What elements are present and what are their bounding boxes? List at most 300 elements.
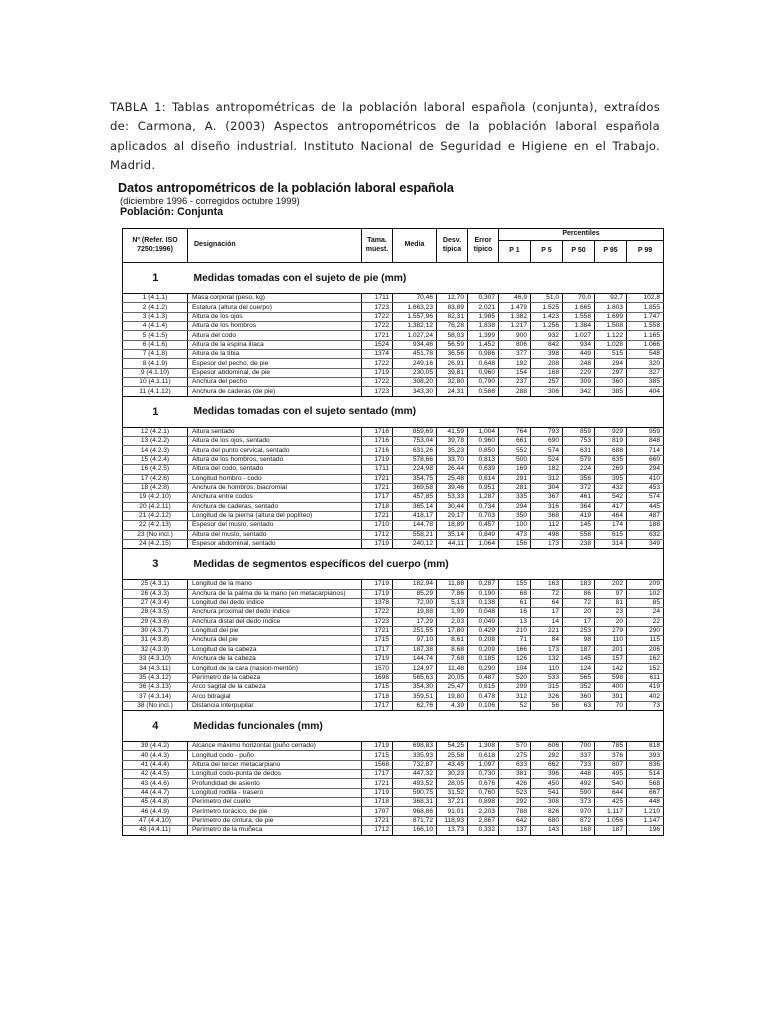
cell-error: 0,790 xyxy=(468,378,499,387)
cell-name: Longitud de la mano xyxy=(188,580,362,589)
cell-p5: 84 xyxy=(531,636,563,645)
cell-sample: 1570 xyxy=(362,664,393,673)
cell-p99: 848 xyxy=(627,437,664,446)
cell-sample: 1721 xyxy=(362,483,393,492)
cell-p1: 312 xyxy=(499,692,531,701)
cell-name: Altura de la espina ilíaca xyxy=(188,340,362,349)
cell-p5: 680 xyxy=(531,816,563,825)
cell-p5: 396 xyxy=(531,770,563,779)
cell-p1: 61 xyxy=(499,598,531,607)
cell-p5: 541 xyxy=(531,788,563,797)
cell-sample: 1721 xyxy=(362,779,393,788)
cell-p1: 473 xyxy=(499,530,531,539)
section-number: 1 xyxy=(123,396,188,427)
table-row xyxy=(123,359,664,368)
cell-p95: 81 xyxy=(595,598,627,607)
table-row xyxy=(123,331,664,340)
cell-p99: 102 xyxy=(627,589,664,598)
cell-sd: 17,80 xyxy=(437,626,468,635)
cell-mean: 451,78 xyxy=(393,350,437,359)
cell-name: Masa corporal (peso, kg) xyxy=(188,294,362,303)
cell-p1: 237 xyxy=(499,378,531,387)
cell-error: 1,097 xyxy=(468,760,499,769)
cell-sd: 28,05 xyxy=(437,779,468,788)
cell-ref: 18 (4.2.8) xyxy=(123,483,188,492)
cell-error: 0,703 xyxy=(468,511,499,520)
cell-p1: 192 xyxy=(499,359,531,368)
cell-ref: 21 (4.2.12) xyxy=(123,511,188,520)
cell-mean: 70,46 xyxy=(393,294,437,303)
cell-p95: 187 xyxy=(595,826,627,835)
cell-ref: 16 (4.2.5) xyxy=(123,465,188,474)
cell-sd: 8,61 xyxy=(437,636,468,645)
cell-sample: 1721 xyxy=(362,511,393,520)
cell-name: Distancia interpupilar xyxy=(188,701,362,710)
cell-p50: 872 xyxy=(563,816,595,825)
cell-p50: 590 xyxy=(563,788,595,797)
cell-p99: 667 xyxy=(627,788,664,797)
cell-name: Espesor del pecho, de pie xyxy=(188,359,362,368)
cell-p5: 826 xyxy=(531,807,563,816)
cell-ref: 42 (4.4.5) xyxy=(123,770,188,779)
table-row xyxy=(123,378,664,387)
cell-mean: 335,93 xyxy=(393,751,437,760)
cell-p50: 183 xyxy=(563,580,595,589)
cell-ref: 46 (4.4.9) xyxy=(123,807,188,816)
cell-p99: 115 xyxy=(627,636,664,645)
cell-p99: 514 xyxy=(627,770,664,779)
cell-p95: 294 xyxy=(595,359,627,368)
cell-error: 1,308 xyxy=(468,742,499,751)
cell-p99: 487 xyxy=(627,511,664,520)
cell-error: 1,064 xyxy=(468,539,499,548)
cell-p99: 1.747 xyxy=(627,312,664,321)
cell-p95: 1.803 xyxy=(595,303,627,312)
cell-error: 0,730 xyxy=(468,770,499,779)
cell-p99: 73 xyxy=(627,701,664,710)
cell-error: 0,614 xyxy=(468,474,499,483)
cell-p99: 393 xyxy=(627,751,664,760)
cell-sample: 1722 xyxy=(362,312,393,321)
cell-name: Espesor del muslo, sentado xyxy=(188,521,362,530)
cell-sd: 35,14 xyxy=(437,530,468,539)
cell-p5: 221 xyxy=(531,626,563,635)
cell-name: Anchura del pecho xyxy=(188,378,362,387)
table-row xyxy=(123,303,664,312)
cell-ref: 41 (4.4.4) xyxy=(123,760,188,769)
cell-p95: 92,7 xyxy=(595,294,627,303)
cell-p5: 132 xyxy=(531,655,563,664)
cell-ref: 44 (4.4.7) xyxy=(123,788,188,797)
cell-p99: 1.855 xyxy=(627,303,664,312)
cell-mean: 240,12 xyxy=(393,539,437,548)
cell-p1: 68 xyxy=(499,589,531,598)
cell-p99: 404 xyxy=(627,387,664,396)
cell-sd: 76,28 xyxy=(437,322,468,331)
cell-sd: 11,88 xyxy=(437,580,468,589)
cell-p99: 1.066 xyxy=(627,340,664,349)
cell-p1: 155 xyxy=(499,580,531,589)
cell-mean: 859,69 xyxy=(393,427,437,436)
cell-sd: 1,99 xyxy=(437,608,468,617)
cell-mean: 732,87 xyxy=(393,760,437,769)
cell-name: Perímetro de la cabeza xyxy=(188,673,362,682)
cell-sample: 1716 xyxy=(362,437,393,446)
cell-p1: 426 xyxy=(499,779,531,788)
cell-sd: 5,13 xyxy=(437,598,468,607)
cell-p50: 631 xyxy=(563,446,595,455)
cell-p5: 842 xyxy=(531,340,563,349)
cell-sample: 1718 xyxy=(362,798,393,807)
cell-p5: 606 xyxy=(531,742,563,751)
cell-p1: 335 xyxy=(499,493,531,502)
cell-p5: 932 xyxy=(531,331,563,340)
cell-name: Altura sentado xyxy=(188,427,362,436)
cell-name: Anchura de hombros, biacromial xyxy=(188,483,362,492)
cell-sd: 26,44 xyxy=(437,465,468,474)
cell-p5: 64 xyxy=(531,598,563,607)
cell-p5: 56 xyxy=(531,701,563,710)
cell-p50: 579 xyxy=(563,455,595,464)
cell-p95: 495 xyxy=(595,770,627,779)
cell-p50: 419 xyxy=(563,511,595,520)
cell-name: Altura del codo, sentado xyxy=(188,465,362,474)
cell-p5: 367 xyxy=(531,493,563,502)
cell-p50: 124 xyxy=(563,664,595,673)
cell-mean: 418,17 xyxy=(393,511,437,520)
cell-error: 1,985 xyxy=(468,312,499,321)
cell-p95: 269 xyxy=(595,465,627,474)
cell-p1: 288 xyxy=(499,387,531,396)
cell-ref: 7 (4.1.8) xyxy=(123,350,188,359)
cell-p99: 290 xyxy=(627,626,664,635)
cell-sd: 39,81 xyxy=(437,368,468,377)
cell-sd: 91,01 xyxy=(437,807,468,816)
cell-p1: 16 xyxy=(499,608,531,617)
cell-error: 0,898 xyxy=(468,798,499,807)
cell-error: 0,106 xyxy=(468,701,499,710)
cell-error: 0,290 xyxy=(468,664,499,673)
cell-p1: 788 xyxy=(499,807,531,816)
cell-error: 0,332 xyxy=(468,826,499,835)
cell-p5: 14 xyxy=(531,617,563,626)
cell-name: Longitud del dedo índice xyxy=(188,598,362,607)
header-sd: Desv. típica xyxy=(437,229,468,263)
cell-p99: 959 xyxy=(627,427,664,436)
cell-name: Anchura distal del dedo índice xyxy=(188,617,362,626)
cell-sample: 1722 xyxy=(362,322,393,331)
cell-p95: 1.508 xyxy=(595,322,627,331)
cell-p50: 449 xyxy=(563,350,595,359)
header-p99: P 99 xyxy=(627,241,664,263)
cell-p1: 292 xyxy=(499,798,531,807)
cell-ref: 10 (4.1.11) xyxy=(123,378,188,387)
section-number: 4 xyxy=(123,711,188,742)
cell-p95: 417 xyxy=(595,502,627,511)
cell-p95: 1.028 xyxy=(595,340,627,349)
cell-sd: 25,47 xyxy=(437,683,468,692)
cell-error: 0,760 xyxy=(468,788,499,797)
table-row xyxy=(123,387,664,396)
cell-sample: 1719 xyxy=(362,368,393,377)
cell-mean: 590,75 xyxy=(393,788,437,797)
cell-ref: 28 (4.3.5) xyxy=(123,608,188,617)
table-row xyxy=(123,826,664,835)
cell-p1: 381 xyxy=(499,770,531,779)
cell-error: 0,986 xyxy=(468,350,499,359)
cell-mean: 62,76 xyxy=(393,701,437,710)
cell-error: 0,960 xyxy=(468,368,499,377)
table-row xyxy=(123,502,664,511)
cell-p99: 548 xyxy=(627,350,664,359)
cell-p95: 20 xyxy=(595,617,627,626)
cell-ref: 47 (4.4.10) xyxy=(123,816,188,825)
cell-p99: 152 xyxy=(627,664,664,673)
cell-name: Profundidad de asiento xyxy=(188,779,362,788)
cell-sample: 1721 xyxy=(362,816,393,825)
cell-error: 0,813 xyxy=(468,455,499,464)
section-header xyxy=(123,263,664,294)
cell-mean: 631,26 xyxy=(393,446,437,455)
section-title: Medidas tomadas con el sujeto de pie (mm) xyxy=(188,263,664,294)
table-row xyxy=(123,770,664,779)
cell-ref: 12 (4.2.1) xyxy=(123,427,188,436)
table-row xyxy=(123,645,664,654)
cell-p95: 785 xyxy=(595,742,627,751)
cell-ref: 37 (4.3.14) xyxy=(123,692,188,701)
cell-sd: 118,93 xyxy=(437,816,468,825)
cell-ref: 32 (4.3.9) xyxy=(123,645,188,654)
cell-p1: 1.382 xyxy=(499,312,531,321)
cell-sample: 1711 xyxy=(362,294,393,303)
cell-sample: 1715 xyxy=(362,751,393,760)
cell-p50: 1.384 xyxy=(563,322,595,331)
cell-error: 1,287 xyxy=(468,493,499,502)
cell-ref: 15 (4.2.4) xyxy=(123,455,188,464)
cell-mean: 144,78 xyxy=(393,521,437,530)
cell-mean: 578,66 xyxy=(393,455,437,464)
cell-p5: 326 xyxy=(531,692,563,701)
cell-p5: 498 xyxy=(531,530,563,539)
cell-p99: 162 xyxy=(627,655,664,664)
cell-name: Longitud del pie xyxy=(188,626,362,635)
cell-error: 2,021 xyxy=(468,303,499,312)
cell-name: Perímetro de la muñeca xyxy=(188,826,362,835)
cell-name: Anchura proximal del dedo índice xyxy=(188,608,362,617)
table-row xyxy=(123,701,664,710)
scan-population: Población: Conjunta xyxy=(120,206,223,218)
cell-ref: 38 (No incl.) xyxy=(123,701,188,710)
cell-p50: 558 xyxy=(563,530,595,539)
cell-p50: 229 xyxy=(563,368,595,377)
table-row xyxy=(123,511,664,520)
cell-p99: 294 xyxy=(627,465,664,474)
section-header xyxy=(123,549,664,580)
cell-p95: 1.117 xyxy=(595,807,627,816)
table-row xyxy=(123,636,664,645)
cell-p5: 1.525 xyxy=(531,303,563,312)
cell-p5: 304 xyxy=(531,483,563,492)
cell-error: 0,478 xyxy=(468,692,499,701)
cell-p50: 364 xyxy=(563,502,595,511)
cell-name: Anchura de la cabeza xyxy=(188,655,362,664)
cell-sd: 82,31 xyxy=(437,312,468,321)
scanned-table-header xyxy=(118,181,666,218)
cell-p5: 168 xyxy=(531,368,563,377)
table-row xyxy=(123,760,664,769)
cell-error: 0,960 xyxy=(468,437,499,446)
cell-sd: 32,80 xyxy=(437,378,468,387)
cell-name: Longitud hombro - codo xyxy=(188,474,362,483)
cell-p5: 398 xyxy=(531,350,563,359)
table-row xyxy=(123,493,664,502)
cell-sample: 1717 xyxy=(362,770,393,779)
cell-ref: 5 (4.1.5) xyxy=(123,331,188,340)
cell-error: 0,676 xyxy=(468,779,499,788)
cell-p1: 52 xyxy=(499,701,531,710)
table-row xyxy=(123,608,664,617)
cell-sd: 20,05 xyxy=(437,673,468,682)
cell-p1: 633 xyxy=(499,760,531,769)
cell-mean: 354,30 xyxy=(393,683,437,692)
cell-p5: 306 xyxy=(531,387,563,396)
table-row xyxy=(123,539,664,548)
cell-p1: 806 xyxy=(499,340,531,349)
cell-p99: 818 xyxy=(627,742,664,751)
cell-error: 1,399 xyxy=(468,331,499,340)
cell-sd: 13,73 xyxy=(437,826,468,835)
cell-p95: 174 xyxy=(595,521,627,530)
cell-mean: 1.382,12 xyxy=(393,322,437,331)
cell-p50: 238 xyxy=(563,539,595,548)
cell-name: Anchura de caderas, sentado xyxy=(188,502,362,511)
cell-p99: 1.210 xyxy=(627,807,664,816)
cell-p50: 309 xyxy=(563,378,595,387)
cell-p1: 210 xyxy=(499,626,531,635)
cell-p99: 1.147 xyxy=(627,816,664,825)
cell-p5: 793 xyxy=(531,427,563,436)
cell-p50: 145 xyxy=(563,655,595,664)
table-row xyxy=(123,807,664,816)
cell-ref: 31 (4.3.8) xyxy=(123,636,188,645)
cell-p1: 104 xyxy=(499,664,531,673)
cell-p5: 257 xyxy=(531,378,563,387)
cell-error: 0,734 xyxy=(468,502,499,511)
cell-p1: 126 xyxy=(499,655,531,664)
cell-p50: 461 xyxy=(563,493,595,502)
cell-ref: 35 (4.3.12) xyxy=(123,673,188,682)
cell-ref: 43 (4.4.6) xyxy=(123,779,188,788)
cell-p99: 445 xyxy=(627,502,664,511)
cell-p5: 51,0 xyxy=(531,294,563,303)
cell-sample: 1378 xyxy=(362,598,393,607)
cell-p50: 360 xyxy=(563,692,595,701)
cell-mean: 871,72 xyxy=(393,816,437,825)
cell-error: 0,849 xyxy=(468,530,499,539)
cell-p5: 110 xyxy=(531,664,563,673)
cell-p5: 524 xyxy=(531,455,563,464)
header-designation: Designación xyxy=(188,229,362,263)
cell-p99: 448 xyxy=(627,798,664,807)
cell-sd: 33,70 xyxy=(437,455,468,464)
cell-p50: 448 xyxy=(563,770,595,779)
cell-p99: 453 xyxy=(627,483,664,492)
cell-p50: 1.558 xyxy=(563,312,595,321)
cell-mean: 308,20 xyxy=(393,378,437,387)
cell-p95: 598 xyxy=(595,673,627,682)
cell-sd: 37,21 xyxy=(437,798,468,807)
cell-sample: 1712 xyxy=(362,826,393,835)
cell-sd: 30,23 xyxy=(437,770,468,779)
cell-sample: 1723 xyxy=(362,387,393,396)
table-row xyxy=(123,798,664,807)
cell-sd: 54,25 xyxy=(437,742,468,751)
cell-ref: 48 (4.4.11) xyxy=(123,826,188,835)
table-row xyxy=(123,455,664,464)
cell-name: Arco bitragial xyxy=(188,692,362,701)
cell-p1: 552 xyxy=(499,446,531,455)
cell-sd: 53,33 xyxy=(437,493,468,502)
cell-sd: 25,58 xyxy=(437,751,468,760)
cell-p5: 316 xyxy=(531,502,563,511)
cell-sample: 1718 xyxy=(362,502,393,511)
cell-p1: 154 xyxy=(499,368,531,377)
cell-sd: 7,86 xyxy=(437,589,468,598)
cell-p95: 1.699 xyxy=(595,312,627,321)
cell-p5: 72 xyxy=(531,589,563,598)
cell-ref: 30 (4.3.7) xyxy=(123,626,188,635)
cell-p95: 540 xyxy=(595,779,627,788)
cell-sd: 44,11 xyxy=(437,539,468,548)
cell-sd: 35,23 xyxy=(437,446,468,455)
header-p5: P 5 xyxy=(531,241,563,263)
cell-sample: 1721 xyxy=(362,474,393,483)
cell-p95: 542 xyxy=(595,493,627,502)
cell-sample: 1719 xyxy=(362,742,393,751)
cell-p5: 312 xyxy=(531,474,563,483)
cell-error: 0,457 xyxy=(468,521,499,530)
cell-p1: 13 xyxy=(499,617,531,626)
header-percentiles: Percentiles xyxy=(499,229,664,241)
cell-p95: 688 xyxy=(595,446,627,455)
cell-error: 2,867 xyxy=(468,816,499,825)
cell-sample: 1719 xyxy=(362,655,393,664)
cell-mean: 144,74 xyxy=(393,655,437,664)
cell-sample: 1719 xyxy=(362,589,393,598)
cell-error: 0,639 xyxy=(468,465,499,474)
table-body xyxy=(123,263,664,836)
cell-p5: 1.256 xyxy=(531,322,563,331)
cell-error: 1,452 xyxy=(468,340,499,349)
cell-ref: 26 (4.3.3) xyxy=(123,589,188,598)
cell-p99: 419 xyxy=(627,683,664,692)
cell-mean: 359,51 xyxy=(393,692,437,701)
cell-p50: 224 xyxy=(563,465,595,474)
cell-mean: 17,29 xyxy=(393,617,437,626)
table-row xyxy=(123,692,664,701)
cell-p5: 17 xyxy=(531,608,563,617)
cell-p1: 71 xyxy=(499,636,531,645)
cell-p5: 173 xyxy=(531,645,563,654)
cell-p1: 166 xyxy=(499,645,531,654)
cell-ref: 29 (4.3.6) xyxy=(123,617,188,626)
cell-p1: 900 xyxy=(499,331,531,340)
cell-p95: 425 xyxy=(595,798,627,807)
cell-p50: 168 xyxy=(563,826,595,835)
table-row xyxy=(123,751,664,760)
cell-sample: 1719 xyxy=(362,455,393,464)
cell-sd: 39,78 xyxy=(437,437,468,446)
